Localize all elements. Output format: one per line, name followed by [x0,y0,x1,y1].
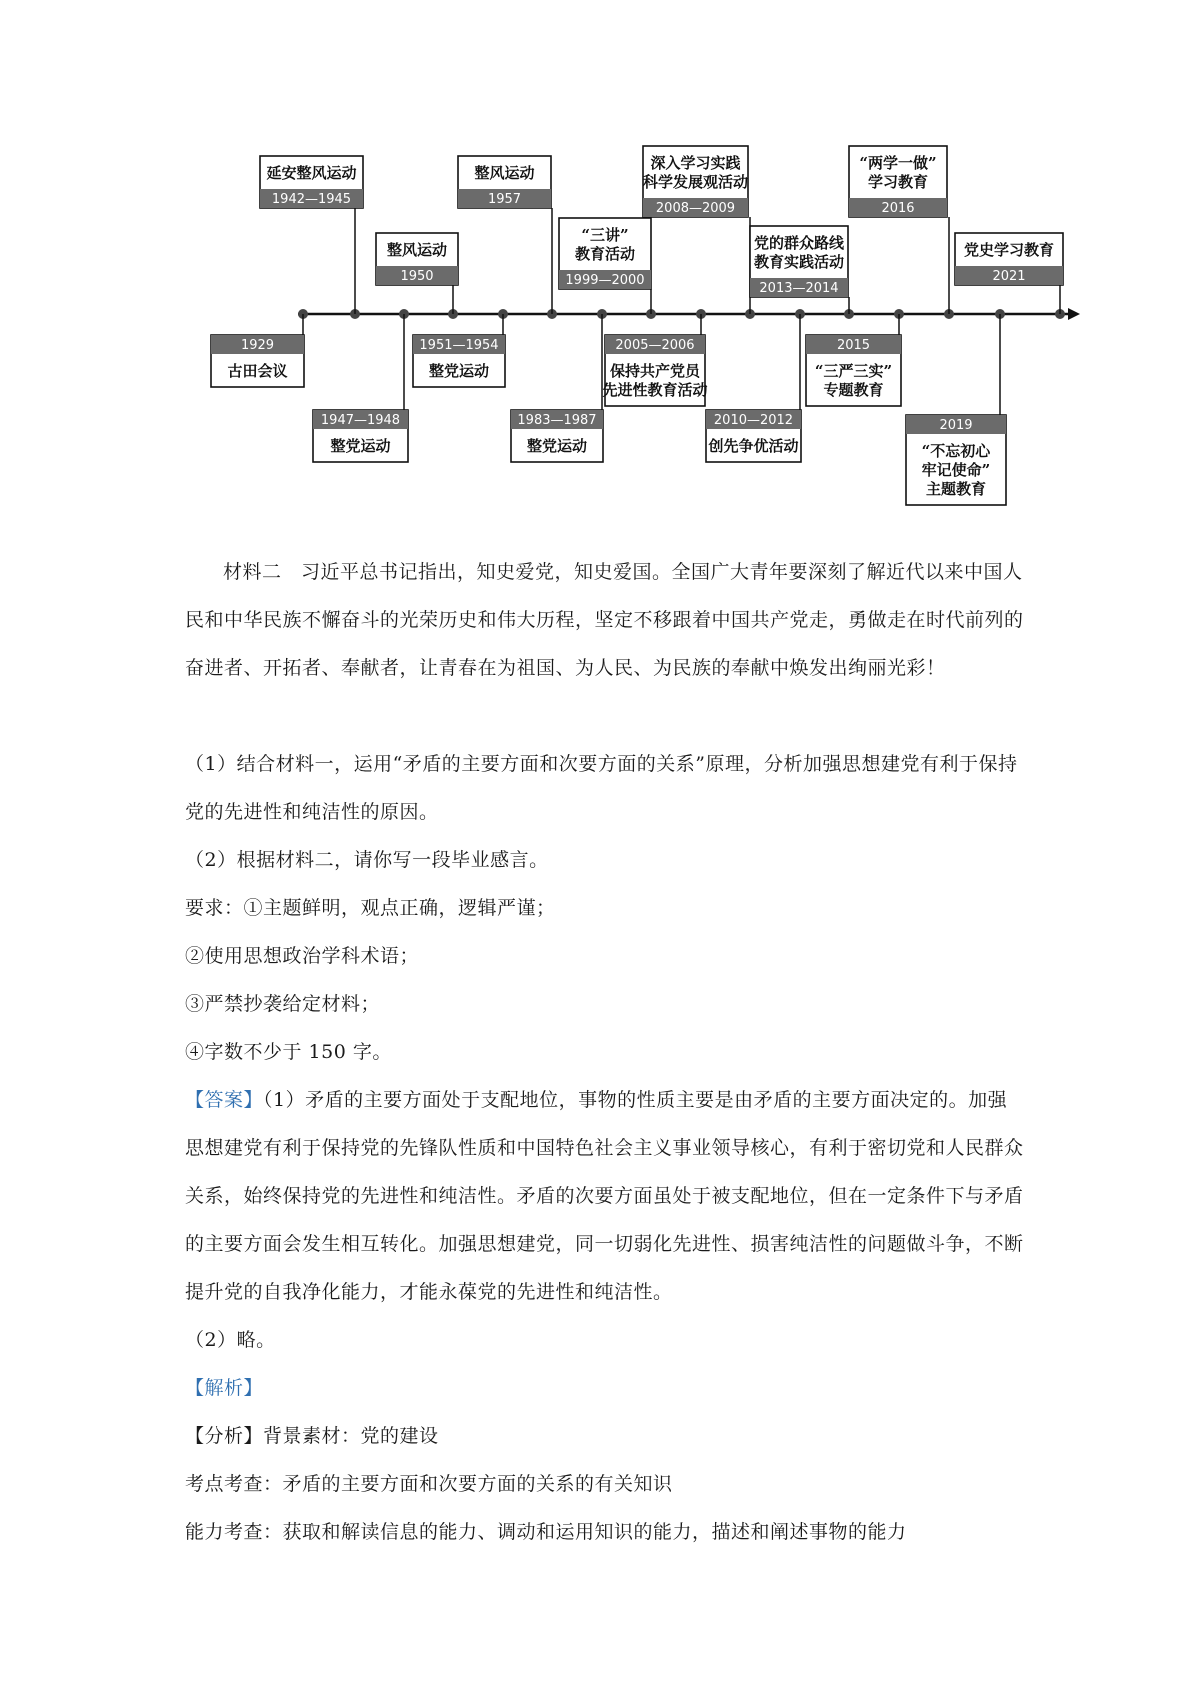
timeline-event [906,314,1006,505]
timeline-label: 教育实践活动 [753,253,845,271]
timeline-year: 1999—2000 [565,273,645,288]
timeline-label: 整党运动 [330,437,391,455]
timeline-label: 党的群众路线 [753,234,845,252]
timeline-year: 2013—2014 [759,281,839,296]
timeline-arrow [1068,308,1080,320]
timeline-year: 2008—2009 [655,201,736,216]
timeline-events [211,146,1065,505]
timeline-event [376,233,458,314]
analysis-nengli: 能力考查：获取和解读信息的能力、调动和运用知识的能力，描述和阐述事物的能力 [185,1521,907,1543]
timeline-year: 1951—1954 [419,338,499,353]
timeline-label: 创先争优活动 [708,437,799,455]
requirement-1: 要求：①主题鲜明，观点正确，逻辑严谨； [185,897,556,919]
requirement-2: ②使用思想政治学科术语； [185,945,420,967]
timeline-year: 2010—2012 [713,413,794,428]
timeline-label: 学习教育 [867,173,929,191]
analysis-kaodian: 考点考查：矛盾的主要方面和次要方面的关系的有关知识 [185,1473,673,1495]
requirement-3: ③严禁抄袭给定材料； [185,993,381,1015]
timeline-label: 整党运动 [428,362,490,380]
timeline-event [211,314,304,387]
timeline-year: 1983—1987 [517,413,597,428]
timeline-event [750,226,849,314]
answer-tag: 【答案】 [185,1089,264,1111]
timeline-year: 1942—1945 [271,192,352,207]
timeline-figure [200,138,1160,558]
timeline-label: 主题教育 [925,480,987,498]
timeline-event [413,314,505,387]
timeline-label: 先进性教育活动 [602,381,708,399]
timeline-label: 保持共产党员 [609,362,701,380]
timeline-label: 专题教育 [823,381,884,399]
material-two: 材料二 习近平总书记指出，知史爱党，知史爱国。全国广大青年要深刻了解近代以来中国人民和中华民族不懈奋斗的光荣历史和伟大历程，坚定不移跟着中国共产党走，勇做走在时代前列的奋进者、开拓者、奉献者，让青春在为祖国、为人民、为民族的奉献中焕发出绚丽光彩！ [185,561,1024,679]
timeline-label: 教育活动 [574,245,636,263]
question-2: （2）根据材料二，请你写一段毕业感言。 [185,849,549,871]
timeline-event [806,314,901,406]
timeline-label: 整党运动 [526,437,588,455]
material-two-block [185,548,1025,692]
timeline-label: 延安整风运动 [266,164,357,182]
timeline-label: “三严三实” [814,362,893,380]
timeline-year: 2005—2006 [615,338,695,353]
timeline-event [559,218,651,314]
timeline-event [260,156,363,314]
timeline-event [602,314,707,406]
timeline-year: 2016 [881,201,915,216]
timeline-label: 整风运动 [474,164,535,182]
timeline-event [642,146,750,314]
analysis-background: 【分析】背景素材：党的建设 [185,1425,439,1447]
timeline-label: 深入学习实践 [650,154,741,172]
requirement-4: ④字数不少于 150 字。 [185,1041,392,1063]
answer-2: （2）略。 [185,1329,276,1351]
answer-number: （1） [263,1089,306,1111]
question-1: （1）结合材料一，运用“矛盾的主要方面和次要方面的关系”原理，分析加强思想建党有利于保持党的先进性和纯洁性的原因。 [185,753,1018,823]
timeline-year: 2021 [992,269,1026,284]
timeline-event [706,314,801,462]
timeline-year: 2019 [939,418,973,433]
timeline-year: 1950 [400,269,434,284]
timeline-event [511,314,603,462]
timeline-label: 科学发展观活动 [642,173,749,191]
timeline-label: 牢记使命” [921,461,991,479]
timeline-event [458,156,552,314]
timeline-label: 整风运动 [386,241,448,259]
timeline-year: 1929 [240,338,275,353]
timeline-label: “三讲” [581,226,629,244]
answer-1 [185,1076,1025,1316]
timeline-event [955,233,1063,314]
timeline-year: 1947—1948 [320,413,401,428]
timeline-label: “两学一做” [859,154,937,172]
timeline-event [849,146,949,314]
questions-block [185,740,1025,1556]
timeline-year: 2015 [836,338,871,353]
timeline-label: 党史学习教育 [963,241,1055,259]
timeline-year: 1957 [487,192,522,207]
timeline-event [313,314,408,462]
timeline-label: “不忘初心 [921,442,991,460]
analysis-tag: 【解析】 [185,1377,264,1399]
timeline-label: 古田会议 [227,362,288,380]
answer-body: 矛盾的主要方面处于支配地位，事物的性质主要是由矛盾的主要方面决定的。加强思想建党有利于保持党的先锋队性质和中国特色社会主义事业领导核心，有利于密切党和人民群众关系，始终保持党的先进性和纯洁性。矛盾的次要方面虽处于被支配地位，但在一定条件下与矛盾的主要方面会发生相互转化。加强思想建党，同一切弱化先进性、损害纯洁性的问题做斗争，不断提升党的自我净化能力，才能永葆党的先进性和纯洁性。 [185,1089,1024,1303]
